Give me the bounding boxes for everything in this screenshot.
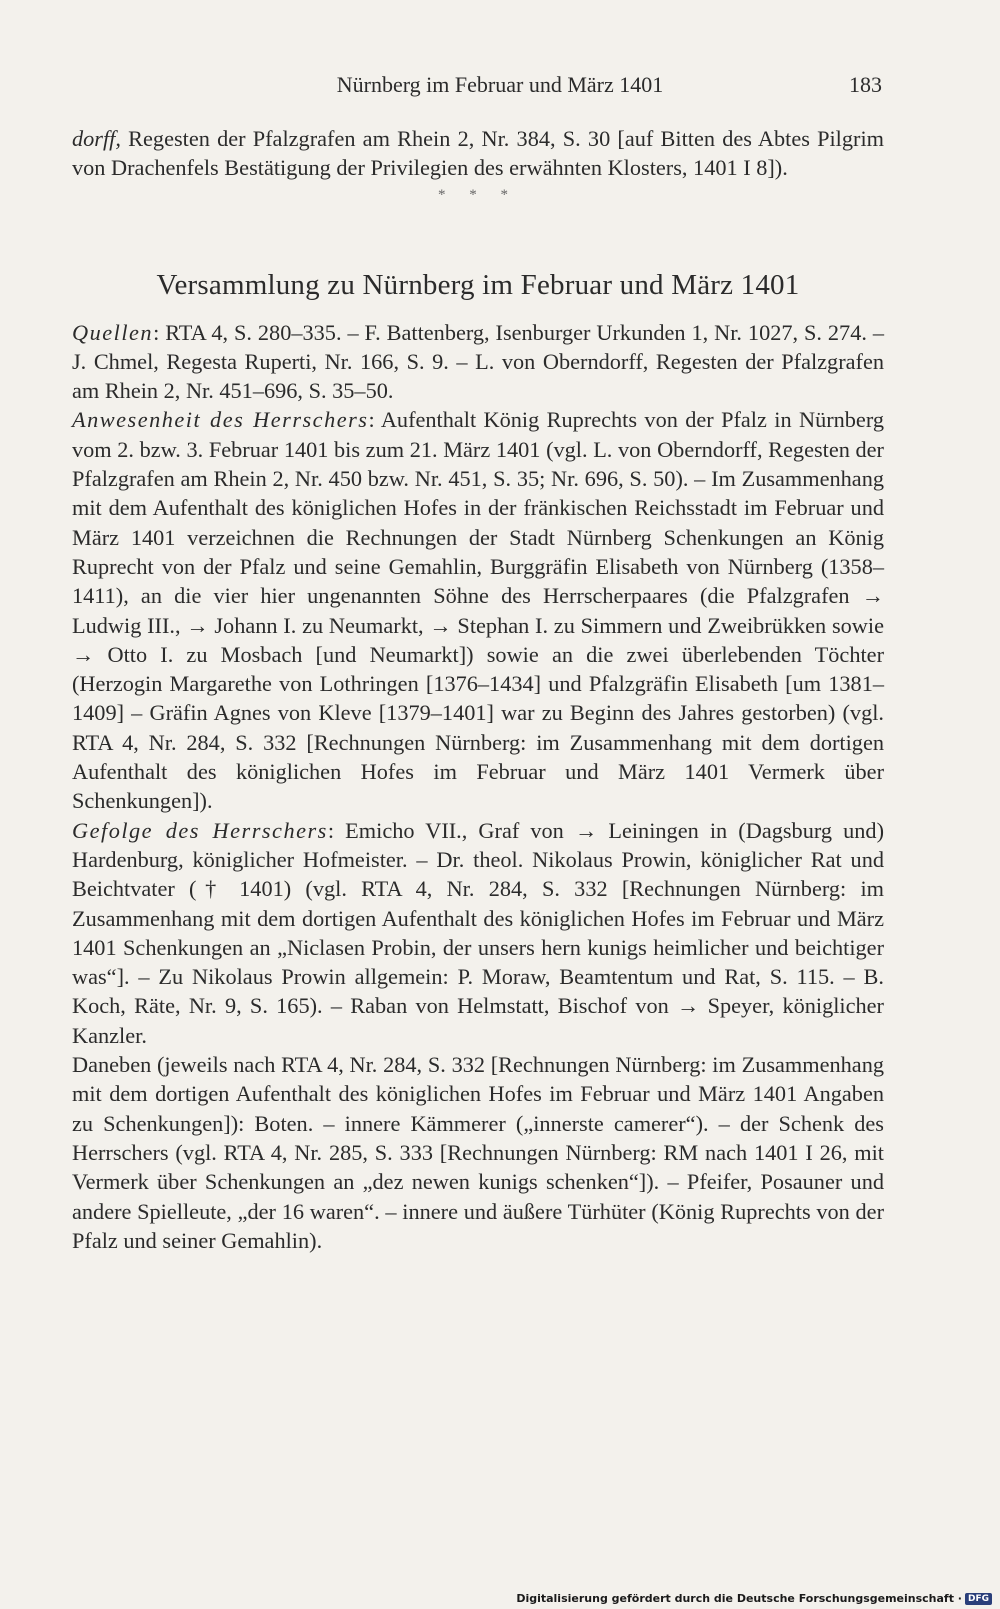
credit-text: Digitalisierung gefördert durch die Deutsche Forschungsgemeinschaft · xyxy=(516,1592,962,1605)
page-body xyxy=(72,124,884,1255)
gefolge-paragraph xyxy=(72,816,884,1050)
intro-text: Regesten der Pfalzgrafen am Rhein 2, Nr. 384, S. 30 [auf Bitten des Abtes Pilgrim von Drachenfels Bestätigung der Privilegien des erwähnten Klosters, 1401 I 8]). xyxy=(72,126,884,181)
intro-paragraph xyxy=(72,124,884,183)
running-head xyxy=(0,70,1000,102)
anwesenheit-text: : Aufenthalt König Ruprechts von der Pfalz in Nürnberg vom 2. bzw. 3. Februar 1401 bis zum 21. März 1401 (vgl. L. von Oberndorff, Regesten der Pfalzgrafen am Rhein 2, Nr. 450 bzw. Nr. 451, S. 35; Nr. 696, S. 50). – Im Zusammenhang mit dem Aufenthalt des königlichen Hofes in der fränkischen Reichsstadt im Februar und März 1401 verzeichnen die Rechnungen der Stadt Nürnberg Schenkungen an König Ruprecht von der Pfalz und seine Gemahlin, Burggräfin Elisabeth von Nürnberg (1358–1411), an die vier hier ungenannten Söhne des Herrscherpaares (die Pfalzgrafen → Ludwig III., → Johann I. zu Neumarkt, → Stephan I. zu Simmern und Zweibrükken sowie → Otto I. zu Mosbach [und Neumarkt]) sowie an die zwei überlebenden Töchter (Herzogin Margarethe von Lothringen [1376–1434] und Pfalzgräfin Elisabeth [um 1381–1409] – Gräfin Agnes von Kleve [1379–1401] war zu Beginn des Jahres gestorben) (vgl. RTA 4, Nr. 284, S. 332 [Rechnungen Nürnberg: im Zusammenhang mit dem dortigen Aufenthalt des königlichen Hofes im Februar und März 1401 Vermerk über Schenkungen]). xyxy=(72,407,885,814)
gefolge-label: Gefolge des Herrschers xyxy=(72,817,328,843)
page-number: 183 xyxy=(849,72,882,97)
digitization-credit xyxy=(516,1592,992,1605)
anwesenheit-paragraph xyxy=(72,405,884,815)
section-title: Versammlung zu Nürnberg im Februar und März 1401 xyxy=(156,268,800,301)
daneben-paragraph: Daneben (jeweils nach RTA 4, Nr. 284, S. 332 [Rechnungen Nürnberg: im Zusammenhang mit dem dortigen Aufenthalt des königlichen Hofes im Februar und März 1401 Angaben zu Schenkungen]): Boten. – innere Kämmerer („innerste camerer“). – der Schenk des Herrschers (vgl. RTA 4, Nr. 285, S. 333 [Rechnungen Nürnberg: RM nach 1401 I 26, mit Vermerk über Schenkungen an „dez newen kunigs schenken“]). – Pfeifer, Posauner und andere Spielleute, „der 16 waren“. – innere und äußere Türhüter (König Ruprechts von der Pfalz und seiner Gemahlin). xyxy=(72,1052,884,1253)
quellen-paragraph xyxy=(72,318,884,406)
anwesenheit-label: Anwesenheit des Herrschers xyxy=(72,407,369,433)
running-title: Nürnberg im Februar und März 1401 xyxy=(336,72,664,97)
gefolge-text: : Emicho VII., Graf von → Leiningen in (Dagsburg und) Hardenburg, königlicher Hofmeister. – Dr. theol. Nikolaus Prowin, königlicher Rat und Beichtvater († 1401) (vgl. RTA 4, Nr. 284, S. 332 [Rechnungen Nürnberg: im Zusammenhang mit dem dortigen Aufenthalt des königlichen Hofes im Februar und März 1401 Schenkungen an „Niclasen Probin, der unsers hern kunigs heimlicher und beichtiger was“]. – Zu Nikolaus Prowin allgemein: P. Moraw, Beamtentum und Rat, S. 115. – B. Koch, Räte, Nr. 9, S. 165). – Raban von Helmstatt, Bischof von → Speyer, königlicher Kanzler. xyxy=(72,817,884,1048)
dfg-logo-icon: DFG xyxy=(965,1593,992,1605)
quellen-label: Quellen xyxy=(72,319,154,345)
section-separator: * * * xyxy=(438,186,518,203)
quellen-text: : RTA 4, S. 280–335. – F. Battenberg, Isenburger Urkunden 1, Nr. 1027, S. 274. – J. Chmel, Regesta Ruperti, Nr. 166, S. 9. – L. von Oberndorff, Regesten der Pfalzgrafen am Rhein 2, Nr. 451–696, S. 35–50. xyxy=(72,319,884,404)
intro-italic: dorff, xyxy=(72,126,121,151)
